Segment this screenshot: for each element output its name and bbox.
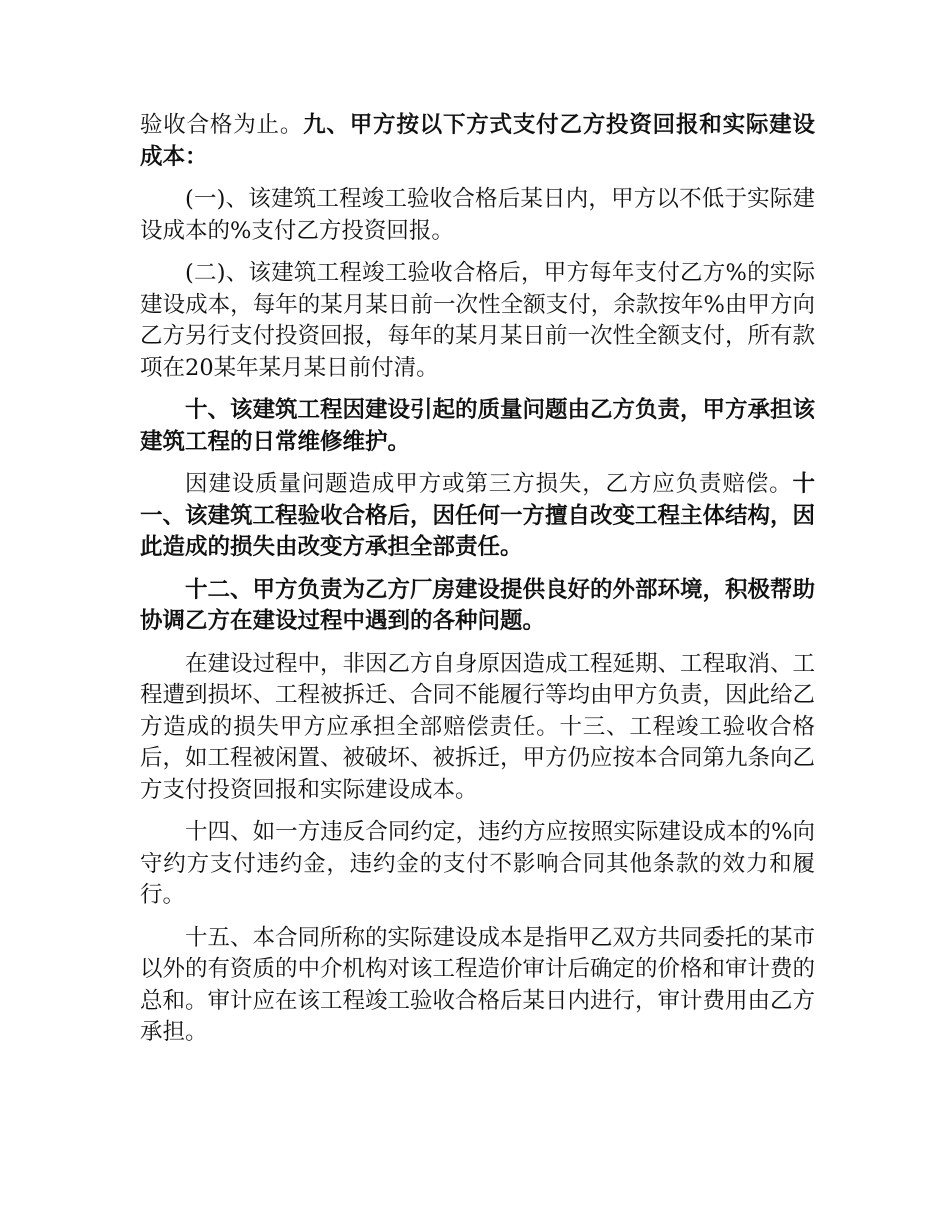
clause-heading: 十、该建筑工程因建设引起的质量问题由乙方负责，甲方承担该建筑工程的日常维修维护。 (140, 397, 816, 455)
paragraph-clause-9-1 (140, 184, 815, 247)
text-segment: 十五、本合同所称的实际建设成本是指甲乙双方共同委托的某市以外的有资质的中介机构对该工程造价审计后确定的价格和审计费的总和。审计应在该工程竣工验收合格后某日内进行，审计费用由乙方承担。 (140, 924, 816, 1045)
paragraph-clause-12-13 (140, 649, 815, 807)
paragraph-clause-10-11 (140, 469, 815, 564)
clause-heading: 十二、甲方负责为乙方厂房建设提供良好的外部环境，积极帮助协调乙方在建设过程中遇到的各种问题。 (140, 576, 816, 634)
clause-heading: 九、甲方按以下方式支付乙方投资回报和实际建设成本： (140, 112, 815, 170)
paragraph-clause-15 (140, 923, 815, 1049)
text-segment: 十四、如一方违反合同约定，违约方应按照实际建设成本的%向守约方支付违约金，违约金的支付不影响合同其他条款的效力和履行。 (140, 819, 815, 908)
paragraph-clause-9-2 (140, 258, 815, 384)
clause-heading: 十一、该建筑工程验收合格后，因任何一方擅自改变工程主体结构，因此造成的损失由改变方承担全部责任。 (140, 471, 816, 560)
text-segment: (二)、该建筑工程竣工验收合格后，甲方每年支付乙方%的实际建设成本，每年的某月某日前一次性全额支付，余款按年%由甲方向乙方另行支付投资回报，每年的某月某日前一次性全额支付，所有款项在20某年某月某日前付清。 (140, 260, 816, 381)
paragraph-clause-14 (140, 817, 815, 912)
paragraph-clause-12 (140, 575, 815, 638)
text-segment: 因建设质量问题造成甲方或第三方损失，乙方应负责赔偿。 (185, 471, 793, 497)
text-segment: 验收合格为止。 (140, 112, 304, 138)
document-page (140, 110, 815, 1060)
text-segment: (一)、该建筑工程竣工验收合格后某日内，甲方以不低于实际建设成本的%支付乙方投资回报。 (140, 186, 815, 244)
paragraph-clause-9 (140, 110, 815, 173)
paragraph-clause-10 (140, 395, 815, 458)
text-segment: 在建设过程中，非因乙方自身原因造成工程延期、工程取消、工程遭到损坏、工程被拆迁、合同不能履行等均由甲方负责，因此给乙方造成的损失甲方应承担全部赔偿责任。十三、工程竣工验收合格后，如工程被闲置、被破坏、被拆迁，甲方仍应按本合同第九条向乙方支付投资回报和实际建设成本。 (140, 650, 816, 803)
